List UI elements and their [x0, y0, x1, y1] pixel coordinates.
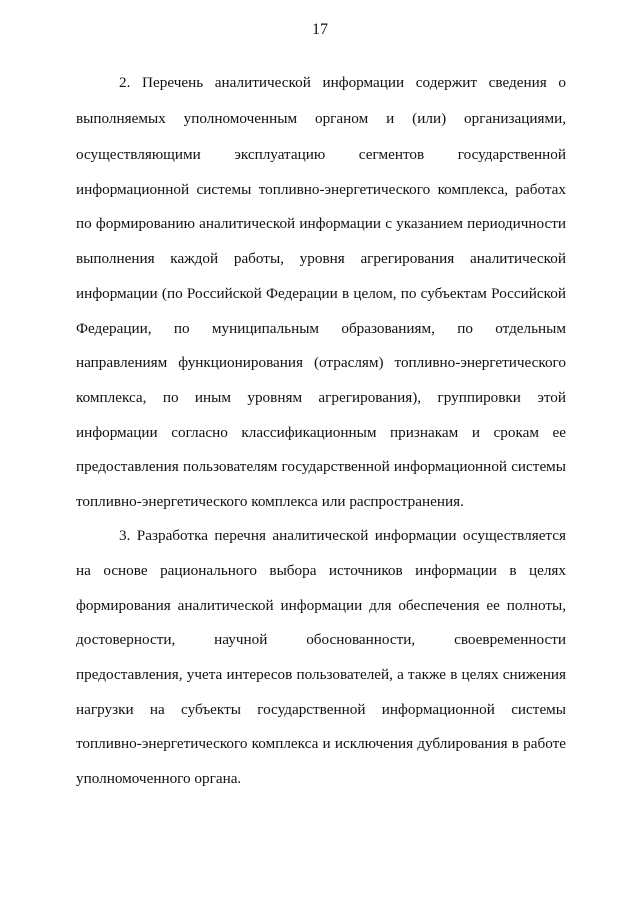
text-line: уполномоченного органа.	[76, 770, 242, 787]
text-line: 3. Разработка перечня аналитической информации осуществляется	[119, 527, 566, 544]
text-line: выполнения каждой работы, уровня агрегирования аналитической	[76, 250, 566, 267]
text-line: Федерации, по муниципальным образованиям, по отдельным	[76, 320, 566, 337]
text-line: нагрузки на субъекты государственной информационной системы	[76, 701, 566, 718]
text-line: комплекса, по иным уровням агрегирования), группировки этой	[76, 389, 566, 406]
text-line: формирования аналитической информации для обеспечения ее полноты,	[76, 597, 566, 614]
text-line: 2. Перечень аналитической информации содержит сведения о	[119, 74, 566, 91]
text-line: информационной системы топливно-энергетического комплекса, работах	[76, 181, 566, 198]
text-line: информации (по Российской Федерации в целом, по субъектам Российской	[76, 285, 566, 302]
text-line: достоверности, научной обоснованности, своевременности	[76, 631, 566, 648]
text-line: по формированию аналитической информации с указанием периодичности	[76, 215, 566, 232]
page-number: 17	[312, 21, 328, 38]
text-line: на основе рационального выбора источников информации в целях	[76, 562, 566, 579]
text-line: выполняемых уполномоченным органом и (или) организациями,	[76, 110, 566, 127]
text-line: топливно-энергетического комплекса или распространения.	[76, 493, 464, 510]
text-line: информации согласно классификационным признакам и срокам ее	[76, 424, 566, 441]
text-line: предоставления, учета интересов пользователей, а также в целях снижения	[76, 666, 566, 683]
text-line: топливно-энергетического комплекса и исключения дублирования в работе	[76, 735, 566, 752]
text-line: направлениям функционирования (отраслям) топливно-энергетического	[76, 354, 566, 371]
text-line: осуществляющими эксплуатацию сегментов государственной	[76, 146, 566, 163]
text-line: предоставления пользователям государственной информационной системы	[76, 458, 566, 475]
